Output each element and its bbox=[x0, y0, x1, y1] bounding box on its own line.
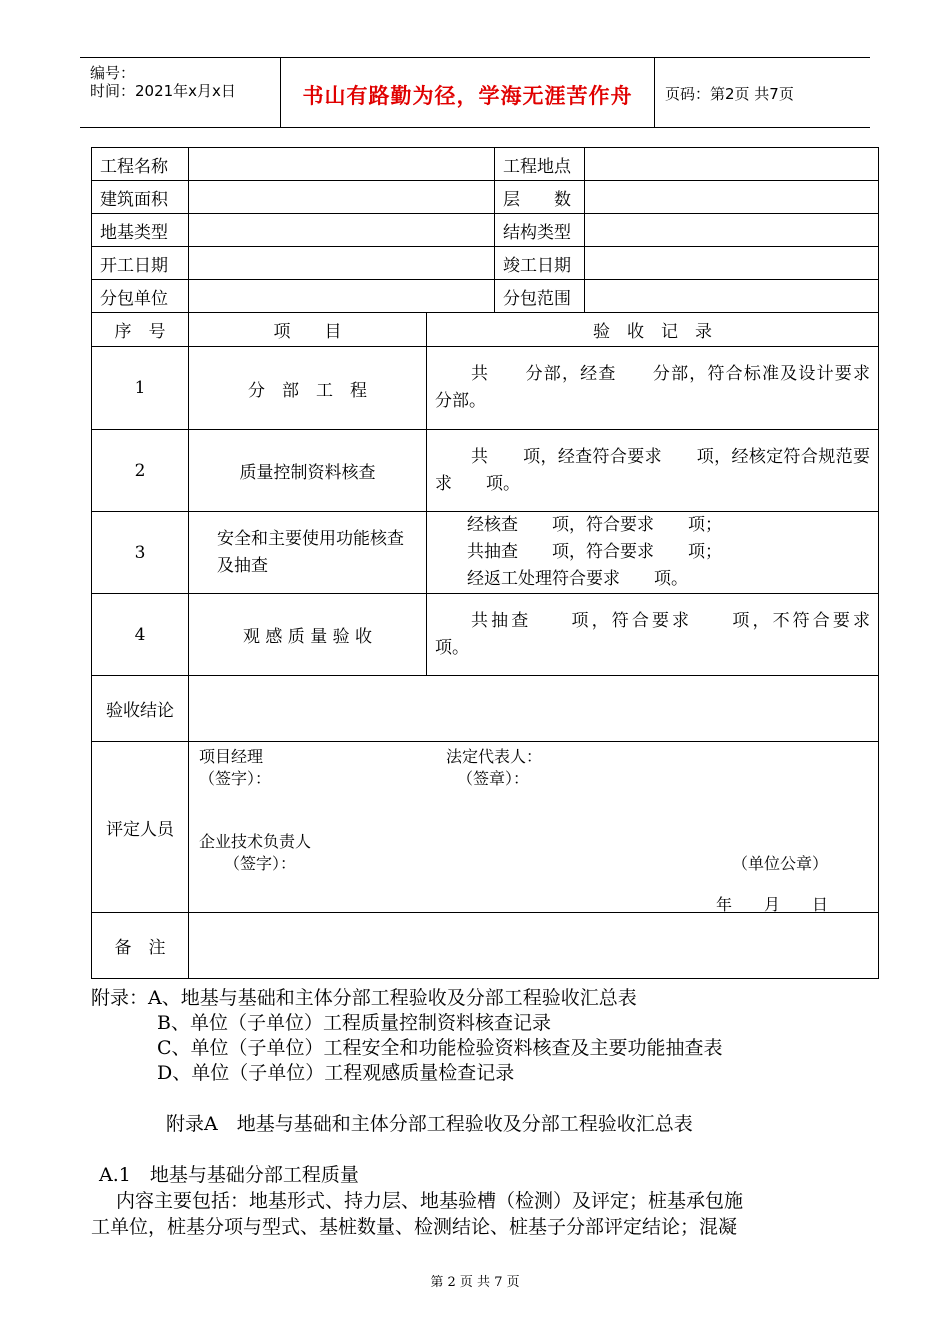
sign-date: 年 月 日 bbox=[716, 895, 829, 914]
remark-value bbox=[189, 913, 879, 979]
header-page-cell bbox=[655, 58, 870, 127]
paragraph-line: 内容主要包括：地基形式、持力层、地基验槽（检测）及评定；桩基承包施 bbox=[116, 1190, 744, 1212]
info-value bbox=[585, 247, 879, 280]
conclusion-value bbox=[189, 676, 879, 742]
info-value bbox=[189, 280, 495, 313]
appendix-item: B、单位（子单位）工程质量控制资料核查记录 bbox=[157, 1012, 551, 1034]
row-item: 观 感 质 量 验 收 bbox=[189, 594, 427, 676]
info-label: 竣工日期 bbox=[495, 247, 585, 280]
legal-rep-sign-label: （签章）： bbox=[457, 769, 530, 788]
info-value bbox=[585, 280, 879, 313]
info-value bbox=[585, 181, 879, 214]
row-seq: 1 bbox=[92, 347, 189, 430]
table-row bbox=[92, 512, 879, 594]
info-label: 工程名称 bbox=[92, 148, 189, 181]
header-motto: 书山有路勤为径，学海无涯苦作舟 bbox=[302, 84, 633, 108]
appendix-a-title: 附录A 地基与基础和主体分部工程验收及分部工程验收汇总表 bbox=[166, 1113, 693, 1135]
row-item: 质量控制资料核查 bbox=[189, 430, 427, 512]
record-line: 共抽查 项，符合要求 项； bbox=[467, 542, 722, 562]
row-item: 安全和主要使用功能核查及抽查 bbox=[189, 512, 427, 594]
info-value bbox=[189, 148, 495, 181]
company-seal-label: （单位公章） bbox=[732, 854, 829, 873]
info-value bbox=[585, 214, 879, 247]
remark-row bbox=[92, 913, 879, 979]
column-header-record: 验 收 记 录 bbox=[427, 313, 879, 347]
document-time-label: 时间：2021年x月x日 bbox=[90, 82, 236, 100]
table-row bbox=[92, 430, 879, 512]
info-row bbox=[92, 181, 879, 214]
header-motto-cell bbox=[281, 58, 655, 127]
column-header-row bbox=[92, 313, 879, 347]
page-footer: 第 2 页 共 7 页 bbox=[430, 1275, 520, 1290]
row-seq: 3 bbox=[92, 512, 189, 594]
conclusion-row bbox=[92, 676, 879, 742]
info-label: 分包单位 bbox=[92, 280, 189, 313]
header-meta-cell bbox=[80, 58, 281, 127]
pm-label: 项目经理 bbox=[199, 747, 264, 766]
info-row bbox=[92, 148, 879, 181]
info-label: 地基类型 bbox=[92, 214, 189, 247]
column-header-item: 项 目 bbox=[189, 313, 427, 347]
evaluator-row bbox=[92, 742, 879, 913]
paragraph-line: 工单位，桩基分项与型式、基桩数量、检测结论、桩基子分部评定结论；混凝 bbox=[91, 1216, 738, 1238]
info-value bbox=[189, 214, 495, 247]
info-row bbox=[92, 280, 879, 313]
acceptance-form-table bbox=[91, 147, 904, 979]
row-record bbox=[427, 594, 904, 676]
table-row bbox=[92, 347, 879, 430]
evaluator-label: 评定人员 bbox=[92, 742, 189, 913]
record-text: 共 项，经查符合要求 项，经核定符合规范要求 项。 bbox=[435, 446, 870, 494]
row-seq: 4 bbox=[92, 594, 189, 676]
info-row bbox=[92, 214, 879, 247]
legal-rep-label: 法定代表人： bbox=[446, 747, 543, 766]
appendix-item: C、单位（子单位）工程安全和功能检验资料核查及主要功能抽查表 bbox=[157, 1037, 723, 1059]
evaluator-signatures bbox=[189, 742, 879, 913]
record-text: 共 分部，经查 分部，符合标准及设计要求 分部。 bbox=[435, 364, 904, 411]
info-value bbox=[585, 148, 879, 181]
remark-label: 备 注 bbox=[92, 913, 189, 979]
info-value bbox=[189, 181, 495, 214]
info-value bbox=[189, 247, 495, 280]
record-line: 经返工处理符合要求 项。 bbox=[467, 569, 688, 589]
row-seq: 2 bbox=[92, 430, 189, 512]
appendix-item: 附录：A、地基与基础和主体分部工程验收及分部工程验收汇总表 bbox=[91, 987, 637, 1009]
row-item: 分 部 工 程 bbox=[189, 347, 427, 430]
record-text: 共抽查 项，符合要求 项，不符合要求 项。 bbox=[435, 610, 904, 658]
tech-lead-sign-label: （签字）： bbox=[224, 854, 297, 873]
info-label: 结构类型 bbox=[495, 214, 585, 247]
section-title: A.1 地基与基础分部工程质量 bbox=[99, 1164, 359, 1186]
info-label: 开工日期 bbox=[92, 247, 189, 280]
column-header-seq: 序 号 bbox=[92, 313, 189, 347]
info-label: 建筑面积 bbox=[92, 181, 189, 214]
page-header bbox=[80, 57, 870, 128]
row-record bbox=[427, 512, 879, 594]
row-record bbox=[427, 430, 879, 512]
info-label: 层 数 bbox=[495, 181, 585, 214]
document-number-label: 编号： bbox=[90, 64, 136, 82]
conclusion-label: 验收结论 bbox=[92, 676, 189, 742]
record-line: 经核查 项，符合要求 项； bbox=[467, 515, 722, 535]
info-label: 分包范围 bbox=[495, 280, 585, 313]
tech-lead-label: 企业技术负责人 bbox=[199, 832, 312, 851]
row-record bbox=[427, 347, 904, 430]
appendix-item: D、单位（子单位）工程观感质量检查记录 bbox=[157, 1062, 515, 1084]
pm-sign-label: （签字）： bbox=[199, 769, 272, 788]
table-row bbox=[92, 594, 879, 676]
info-row bbox=[92, 247, 879, 280]
info-label: 工程地点 bbox=[495, 148, 585, 181]
header-page-number: 页码：第2页 共7页 bbox=[665, 85, 794, 103]
